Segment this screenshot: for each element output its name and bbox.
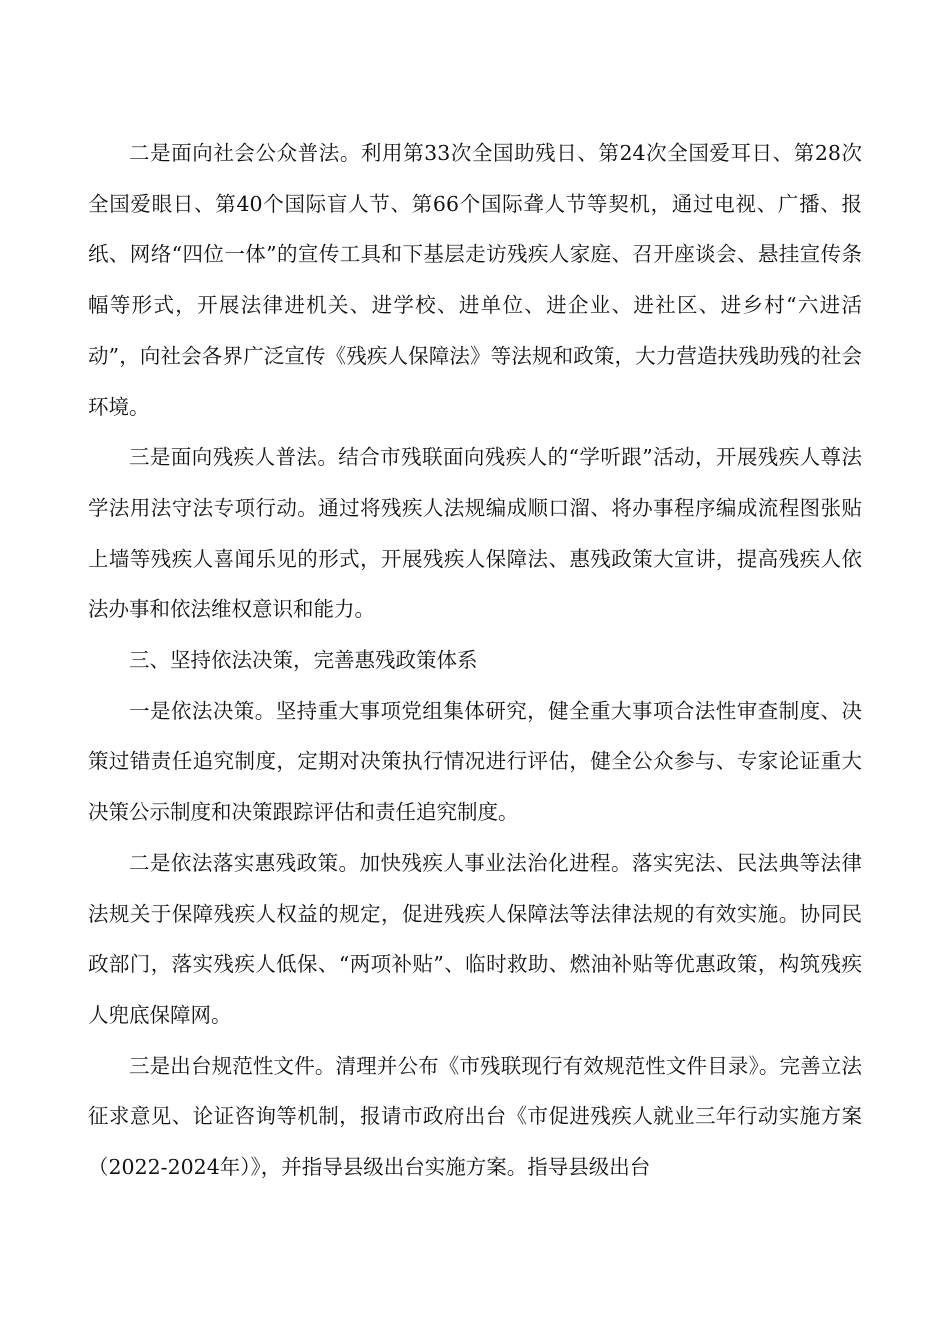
paragraph-disabled-law-education: 三是面向残疾人普法。结合市残联面向残疾人的“学听跟”活动，开展残疾人尊法学法用法守法专项行动。通过将残疾人法规编成顺口溜、将办事程序编成流程图张贴上墙等残疾人喜闻乐见的形式，开展残疾人保障法、惠残政策大宣讲，提高残疾人依法办事和依法维权意识和能力。 (88, 445, 862, 622)
paragraph-policy-implementation: 二是依法落实惠残政策。加快残疾人事业法治化进程。落实宪法、民法典等法律法规关于保障残疾人权益的规定，促进残疾人保障法等法律法规的有效实施。协同民政部门，落实残疾人低保、“两项补贴”、临时救助、燃油补贴等优惠政策，构筑残疾人兜底保障网。 (88, 850, 862, 1027)
paragraph-normative-documents: 三是出台规范性文件。清理并公布《市残联现行有效规范性文件目录》。完善立法征求意见、论证咨询等机制，报请市政府出台《市促进残疾人就业三年行动实施方案（2022-2024年）》，并指导县级出台实施方案。指导县级出台 (88, 1053, 862, 1180)
section-heading: 三、坚持依法决策，完善惠残政策体系 (129, 648, 478, 673)
document-page (88, 128, 862, 1193)
paragraph-public-law-education: 二是面向社会公众普法。利用第33次全国助残日、第24次全国爱耳日、第28次全国爱眼日、第40个国际盲人节、第66个国际聋人节等契机，通过电视、广播、报纸、网络“四位一体”的宣传工具和下基层走访残疾人家庭、召开座谈会、悬挂宣传条幅等形式，开展法律进机关、进学校、进单位、进企业、进社区、进乡村“六进活动”，向社会各界广泛宣传《残疾人保障法》等法规和政策，大力营造扶残助残的社会环境。 (88, 141, 862, 419)
paragraph-lawful-decision: 一是依法决策。坚持重大事项党组集体研究，健全重大事项合法性审查制度、决策过错责任追究制度，定期对决策执行情况进行评估，健全公众参与、专家论证重大决策公示制度和决策跟踪评估和责任追究制度。 (88, 698, 862, 825)
